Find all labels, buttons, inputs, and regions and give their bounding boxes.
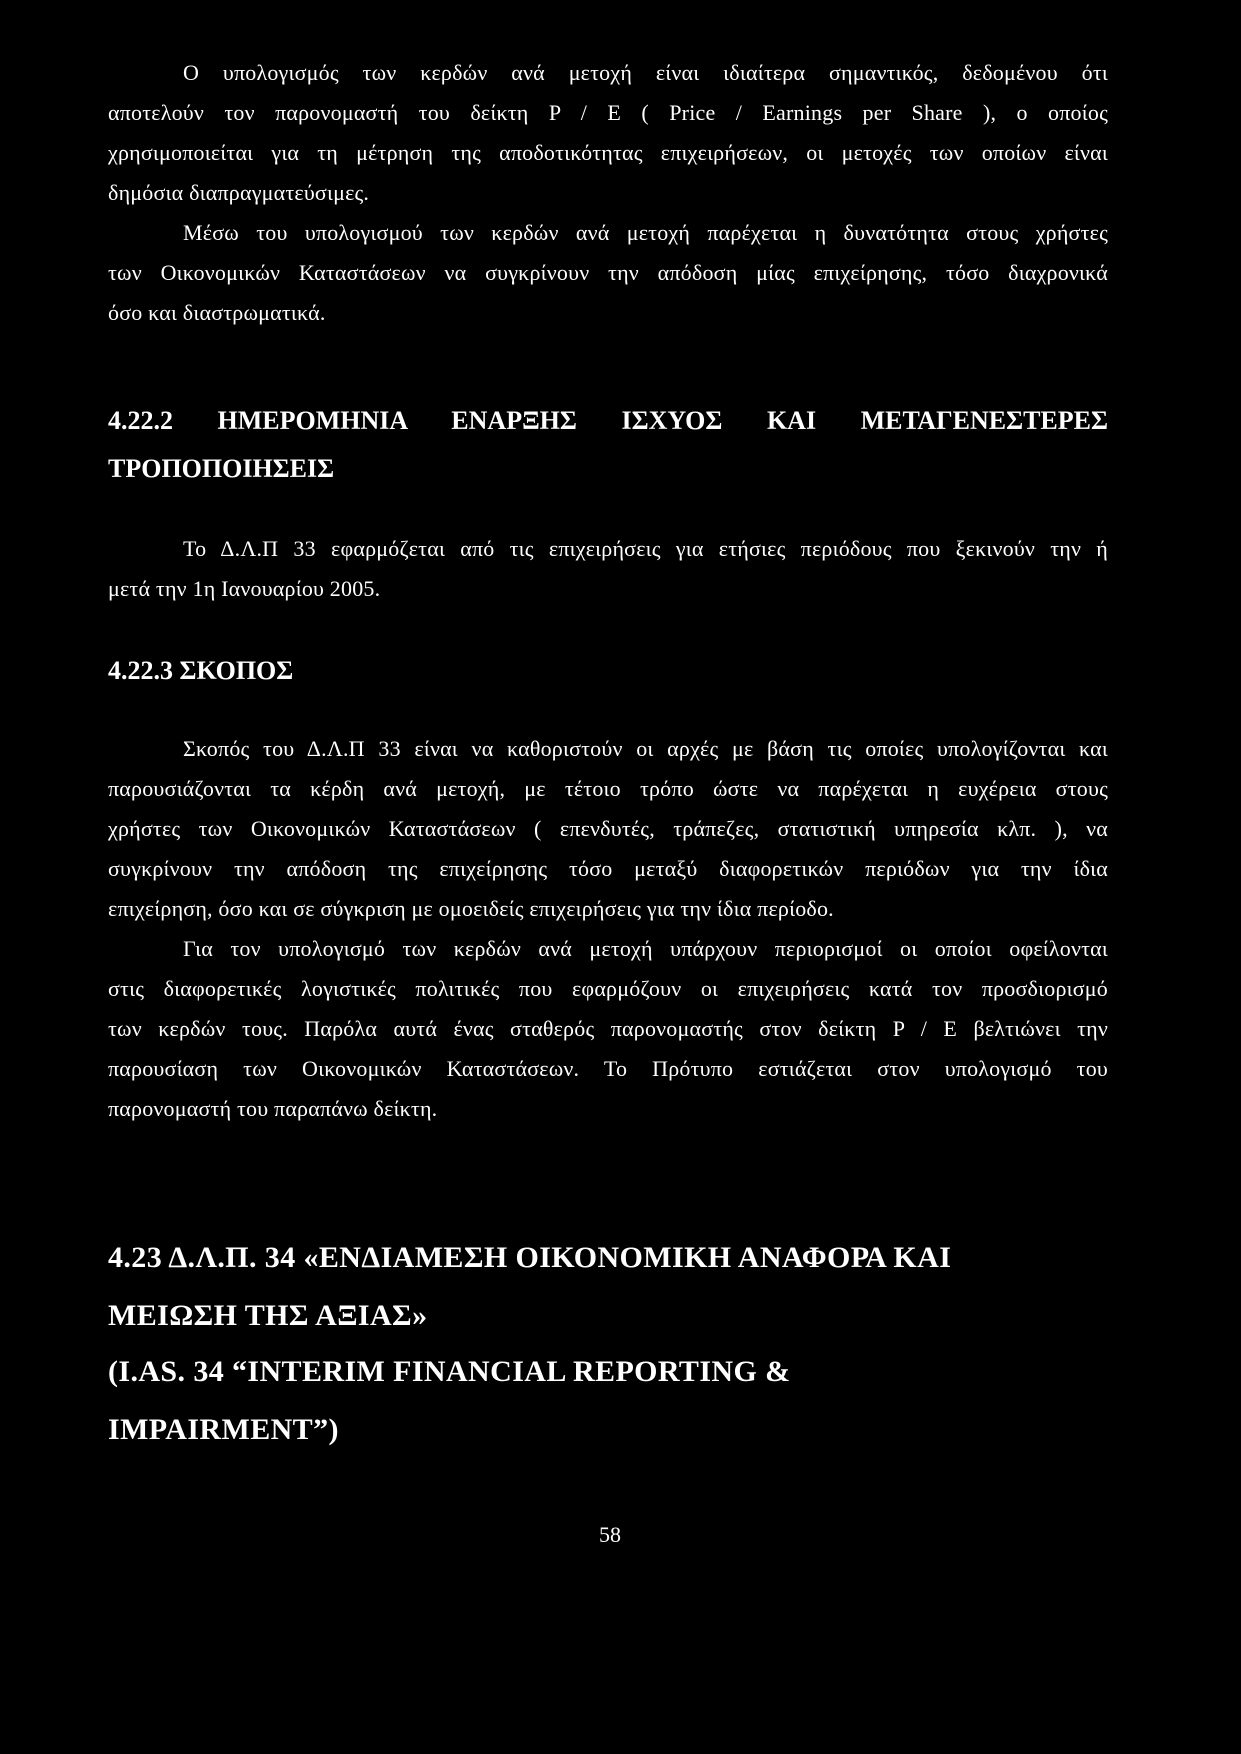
paragraph2-line: όσο και διαστρωματικά. [108, 300, 326, 325]
paragraph1-line: αποτελούν τον παρονομαστή του δείκτη P / E ( Price / Earnings per Share ), ο οποίος [108, 100, 1108, 125]
section-4-22-3-line: παρουσιάζονται τα κέρδη ανά μετοχή, με τέτοιο τρόπο ώστε να παρέχεται η ευχέρεια στους [108, 776, 1108, 801]
section-4-22-3-heading: 4.22.3 ΣΚΟΠΟΣ [108, 656, 294, 685]
section-4-23-heading: ΜΕΙΩΣΗ ΤΗΣ ΑΞΙΑΣ» [108, 1299, 428, 1332]
section-4-22-2-line: μετά την 1η Ιανουαρίου 2005. [108, 576, 381, 601]
section-4-22-2-heading-continued: ΤΡΟΠΟΠΟΙΗΣΕΙΣ [108, 454, 335, 483]
section-4-23-heading: IMPAIRMENT”) [108, 1413, 339, 1446]
section-4-22-3-line: παρουσίαση των Οικονομικών Καταστάσεων. Το Πρότυπο εστιάζεται στον υπολογισμό του [108, 1056, 1108, 1081]
paragraph1-line: χρησιμοποιείται για τη μέτρηση της αποδοτικότητας επιχειρήσεων, οι μετοχές των οποίων είναι [108, 140, 1108, 165]
section-4-23-heading: 4.23 Δ.Λ.Π. 34 «ΕΝΔΙΑΜΕΣΗ ΟΙΚΟΝΟΜΙΚΗ ΑΝΑΦΟΡΑ ΚΑΙ [108, 1241, 952, 1274]
section-4-22-3-line: των κερδών τους. Παρόλα αυτά ένας σταθερός παρονομαστής στον δείκτη P / E βελτιώνει την [108, 1016, 1108, 1041]
section-4-23-heading: (I.AS. 34 “INTERIM FINANCIAL REPORTING & [108, 1355, 791, 1388]
section-4-22-3-line: χρήστες των Οικονομικών Καταστάσεων ( επενδυτές, τράπεζες, στατιστική υπηρεσία κλπ. ), να [108, 816, 1108, 841]
section-4-22-3-line: παρονομαστή του παραπάνω δείκτη. [108, 1096, 438, 1121]
paragraph2-line: των Οικονομικών Καταστάσεων να συγκρίνουν την απόδοση μίας επιχείρησης, τόσο διαχρονικά [108, 260, 1108, 285]
page-number: 58 [599, 1522, 621, 1547]
section-4-22-3-line: επιχείρηση, όσο και σε σύγκριση με ομοειδείς επιχειρήσεις για την ίδια περίοδο. [108, 896, 834, 921]
section-4-22-3-line: Σκοπός του Δ.Λ.Π 33 είναι να καθοριστούν οι αρχές με βάση τις οποίες υπολογίζονται και [183, 736, 1108, 761]
paragraph1-line: Ο υπολογισμός των κερδών ανά μετοχή είναι ιδιαίτερα σημαντικός, δεδομένου ότι [183, 60, 1108, 85]
section-4-22-2-line: Το Δ.Λ.Π 33 εφαρμόζεται από τις επιχειρήσεις για ετήσιες περιόδους που ξεκινούν την ή [183, 536, 1108, 561]
section-4-22-3-line: συγκρίνουν την απόδοση της επιχείρησης τόσο μεταξύ διαφορετικών περιόδων για την ίδια [108, 856, 1108, 881]
section-4-22-3-line: στις διαφορετικές λογιστικές πολιτικές που εφαρμόζουν οι επιχειρήσεις κατά τον προσδιορισμό [108, 976, 1108, 1001]
paragraph2-line: Μέσω του υπολογισμού των κερδών ανά μετοχή παρέχεται η δυνατότητα στους χρήστες [183, 220, 1108, 245]
section-4-22-3-line: Για τον υπολογισμό των κερδών ανά μετοχή υπάρχουν περιορισμοί οι οποίοι οφείλονται [183, 936, 1108, 961]
paragraph1-line: δημόσια διαπραγματεύσιμες. [108, 180, 370, 205]
section-4-22-2-heading: 4.22.2 ΗΜΕΡΟΜΗΝΙΑ ΕΝΑΡΞΗΣ ΙΣΧΥΟΣ ΚΑΙ ΜΕΤΑΓΕΝΕΣΤΕΡΕΣ [108, 406, 1108, 435]
